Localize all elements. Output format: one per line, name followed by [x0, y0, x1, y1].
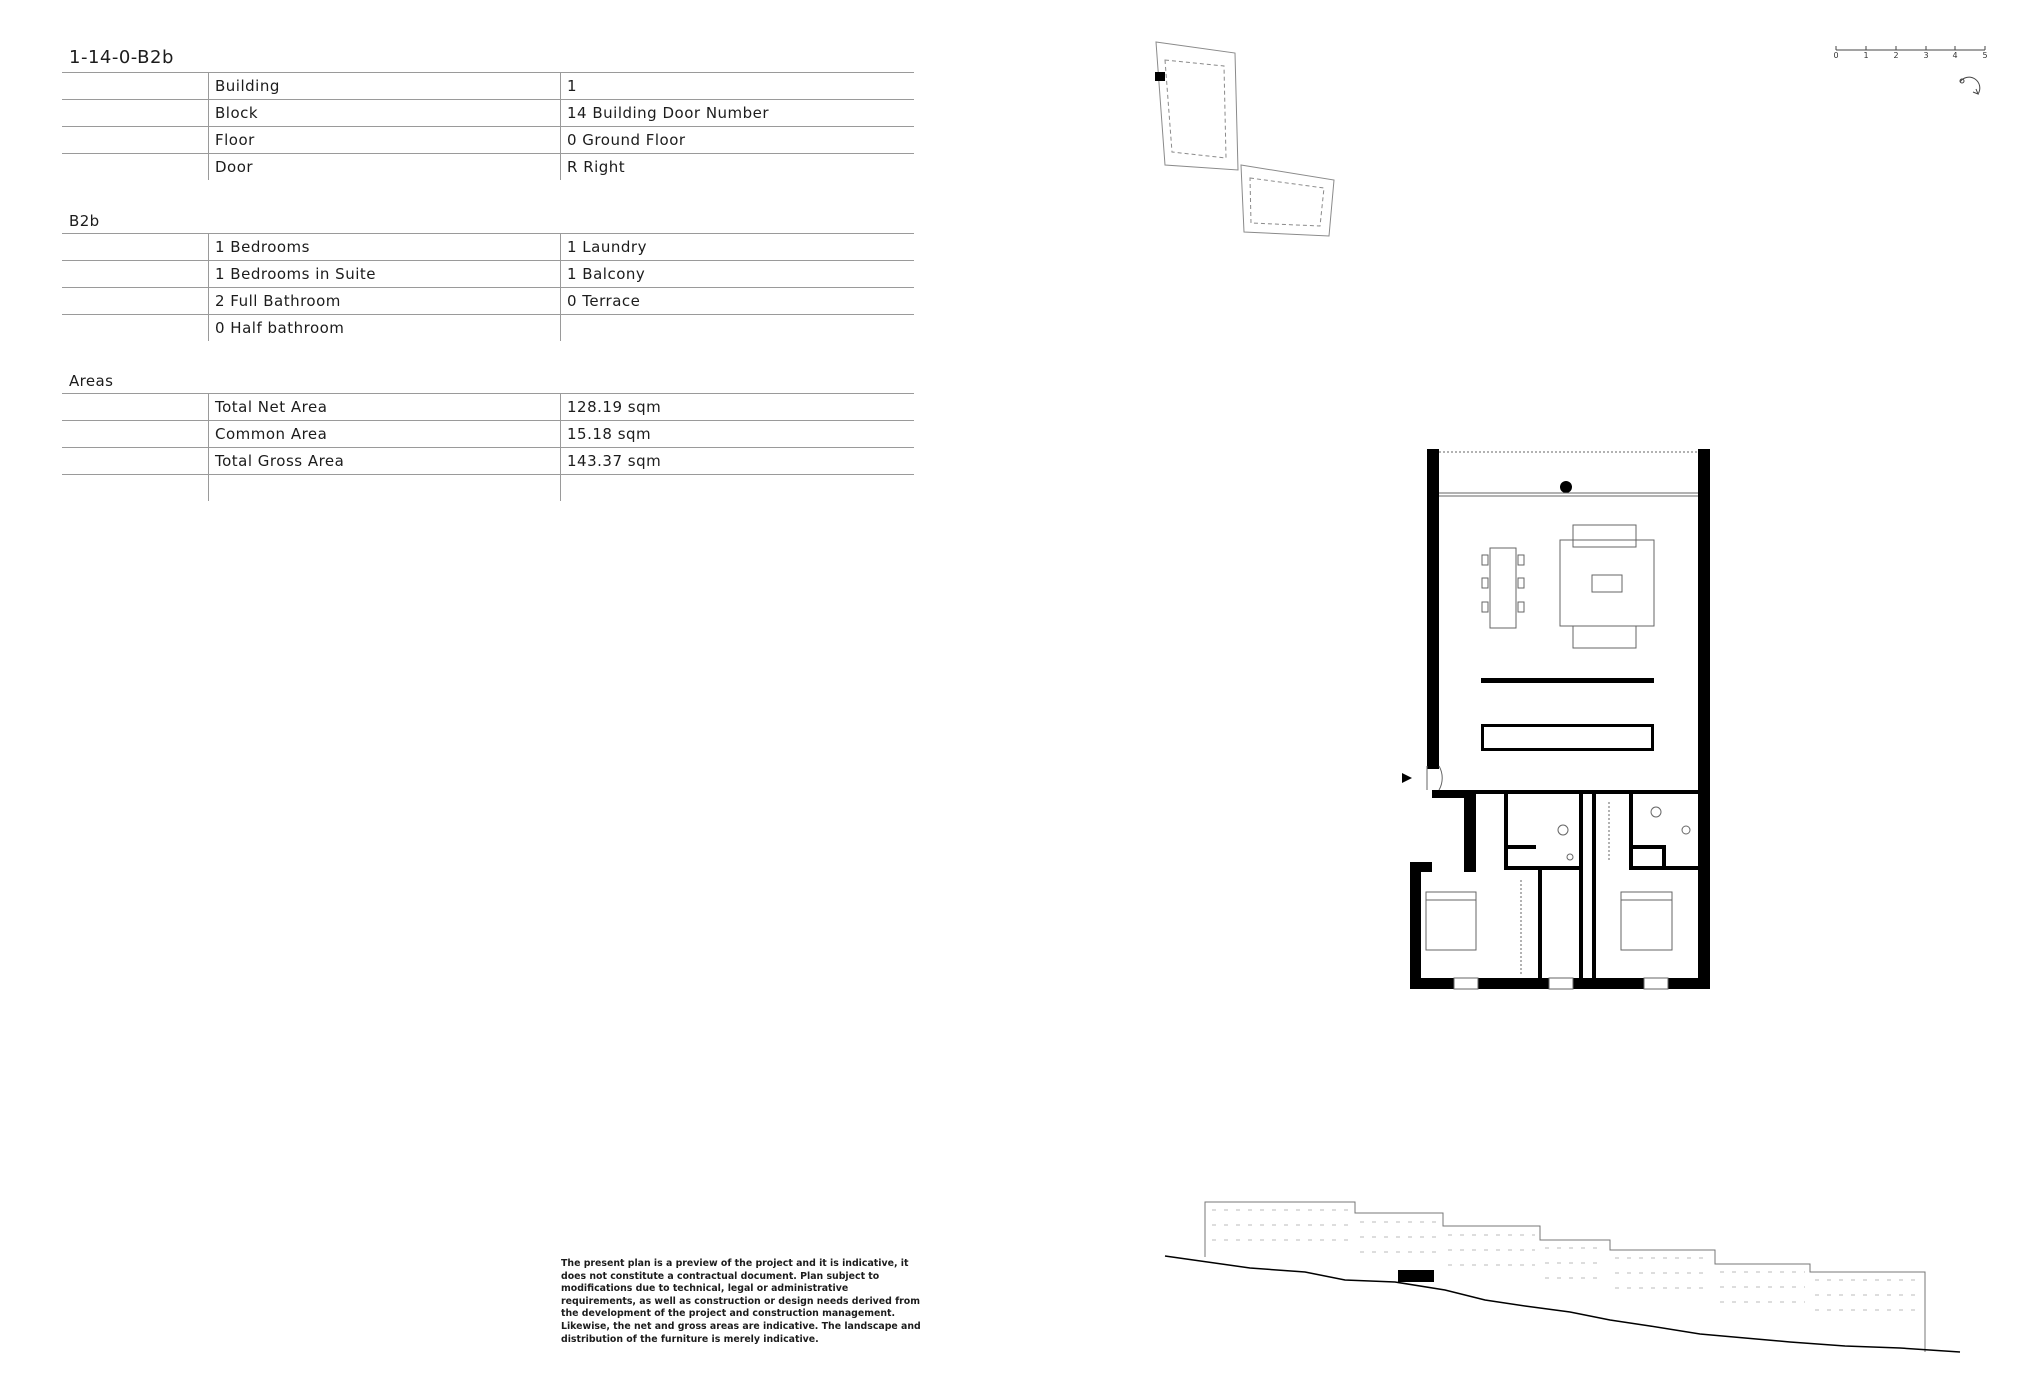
- room-count-left: 1 Bedrooms: [208, 234, 560, 260]
- area-label: Common Area: [208, 421, 560, 447]
- area-label: Total Gross Area: [208, 448, 560, 474]
- room-count-left: 0 Half bathroom: [208, 315, 560, 341]
- unit-code-title: 1-14-0-B2b: [69, 47, 174, 68]
- scale-tick-label: 4: [1952, 51, 1958, 60]
- unit-location-marker: [1398, 1270, 1434, 1282]
- scale-tick-label: 0: [1833, 51, 1839, 60]
- location-label: Floor: [208, 127, 560, 153]
- scale-tick-label: 2: [1893, 51, 1899, 60]
- floor-plan: [1402, 449, 1710, 989]
- location-label: Building: [208, 73, 560, 99]
- area-value: 15.18 sqm: [560, 421, 914, 447]
- unit-location-marker: [1155, 72, 1165, 81]
- room-count-right: 0 Terrace: [560, 288, 914, 314]
- scale-bar: [1833, 46, 1987, 60]
- location-value: 0 Ground Floor: [560, 127, 914, 153]
- room-count-right: 1 Balcony: [560, 261, 914, 287]
- north-arrow-icon: [1960, 77, 1980, 94]
- location-value: 1: [560, 73, 914, 99]
- scale-tick-label: 3: [1923, 51, 1929, 60]
- scale-tick-label: 5: [1982, 51, 1988, 60]
- area-value: 128.19 sqm: [560, 394, 914, 420]
- location-label: Door: [208, 154, 560, 180]
- room-count-left: 2 Full Bathroom: [208, 288, 560, 314]
- location-value: 14 Building Door Number: [560, 100, 914, 126]
- scale-tick-label: 1: [1863, 51, 1869, 60]
- site-elevation: [1165, 1202, 1960, 1352]
- entrance-arrow-icon: [1402, 773, 1412, 783]
- areas-section-label: Areas: [69, 372, 114, 390]
- disclaimer-text: The present plan is a preview of the project and it is indicative, it does not constitute a contractual document. Plan subject to modifications due to technical, legal or administrative requirements, as well as construction or design needs derived from the development of the project and construction management. Likewise, the net and gross areas are indicative. The landscape and distribution of the furniture is merely indicative.: [561, 1258, 921, 1345]
- room-count-right: 1 Laundry: [560, 234, 914, 260]
- location-label: Block: [208, 100, 560, 126]
- location-value: R Right: [560, 154, 914, 180]
- area-value: 143.37 sqm: [560, 448, 914, 474]
- area-label: Total Net Area: [208, 394, 560, 420]
- room-count-left: 1 Bedrooms in Suite: [208, 261, 560, 287]
- typology-section-label: B2b: [69, 212, 100, 230]
- key-plan: [1155, 42, 1334, 236]
